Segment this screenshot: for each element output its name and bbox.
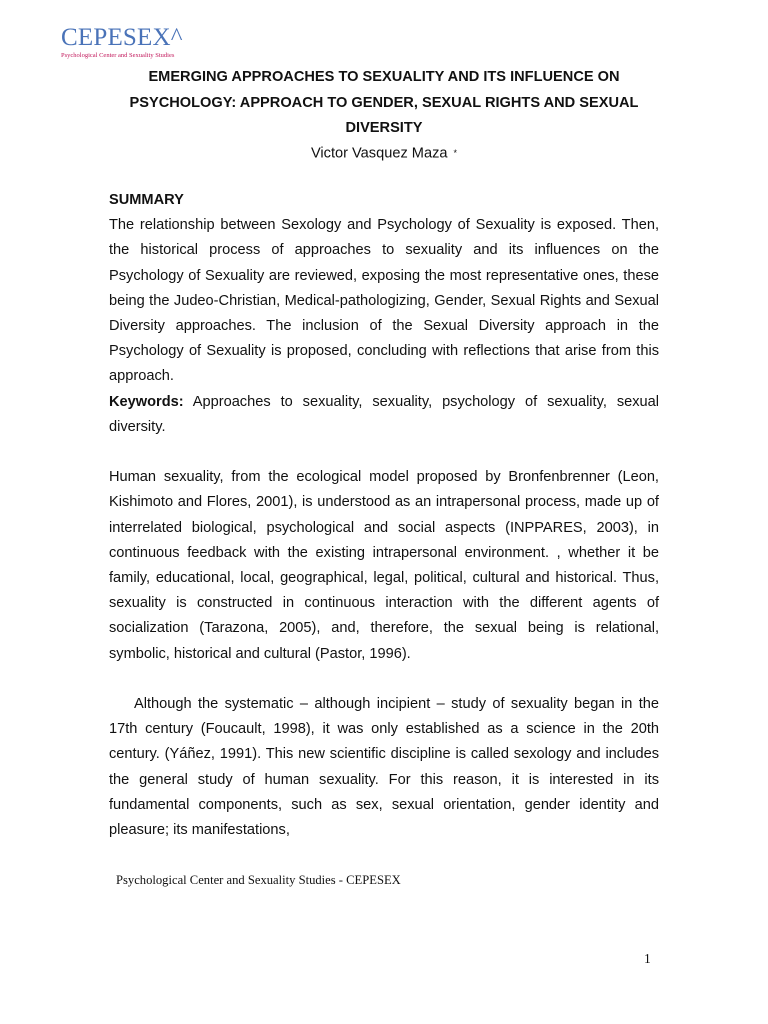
logo-subtitle: Psychological Center and Sexuality Studies xyxy=(61,52,175,59)
summary-text: The relationship between Sexology and Psychology of Sexuality is exposed. Then, the historical process of approaches to sexuality and its influences on the Psychology of Sexuality are reviewed, exposing the most representative ones, these being the Judeo-Christian, Medical-pathologizing, Gender, Sexual Rights and Sexual Diversity approaches. The inclusion of the Sexual Diversity approach in the Psychology of Sexuality is proposed, concluding with reflections that arise from this approach. xyxy=(109,217,659,385)
paragraph-spacer xyxy=(109,667,659,692)
document-body xyxy=(109,188,659,843)
author-name: Victor Vasquez Maza xyxy=(310,145,448,162)
body-paragraph-1: Human sexuality, from the ecological model proposed by Bronfenbrenner (Leon, Kishimoto and Flores, 2001), is understood as an intrapersonal process, made up of interrelated biological, psychological and social aspects (INPPARES, 2003), in continuous feedback with the existing intrapersonal environment. , whether it be family, educational, local, geographical, legal, political, cultural and historical. Thus, sexuality is constructed in continuous interaction with the different agents of socialization (Tarazona, 2005), and, therefore, the sexual being is relational, symbolic, historical and cultural (Pastor, 1996). xyxy=(109,469,659,662)
page-footer: Psychological Center and Sexuality Studies - CEPESEX xyxy=(116,873,401,887)
body-paragraph-2: Although the systematic – although incipient – study of sexuality began in the 17th century (Foucault, 1998), it was only established as a science in the 20th century. (Yáñez, 1991). This new scientific discipline is called sexology and includes the general study of human sexuality. For this reason, it is interested in its fundamental components, such as sex, sexual orientation, gender identity and pleasure; its manifestations, xyxy=(109,696,659,839)
page-number: 1 xyxy=(644,951,651,966)
logo xyxy=(61,24,183,60)
keywords-label: Keywords: xyxy=(109,393,184,410)
author-footnote-mark: * xyxy=(453,148,458,158)
document-title: EMERGING APPROACHES TO SEXUALITY AND ITS INFLUENCE ON PSYCHOLOGY: APPROACH TO GENDER, SEXUAL RIGHTS AND SEXUAL DIVERSITY xyxy=(129,69,639,136)
author xyxy=(109,141,659,166)
keywords-text: Approaches to sexuality, sexuality, psychology of sexuality, sexual diversity. xyxy=(109,393,659,435)
summary-heading: SUMMARY xyxy=(109,192,184,208)
paragraph-spacer xyxy=(109,440,659,465)
logo-name: CEPESEX^ xyxy=(61,24,183,51)
keywords xyxy=(109,390,659,440)
